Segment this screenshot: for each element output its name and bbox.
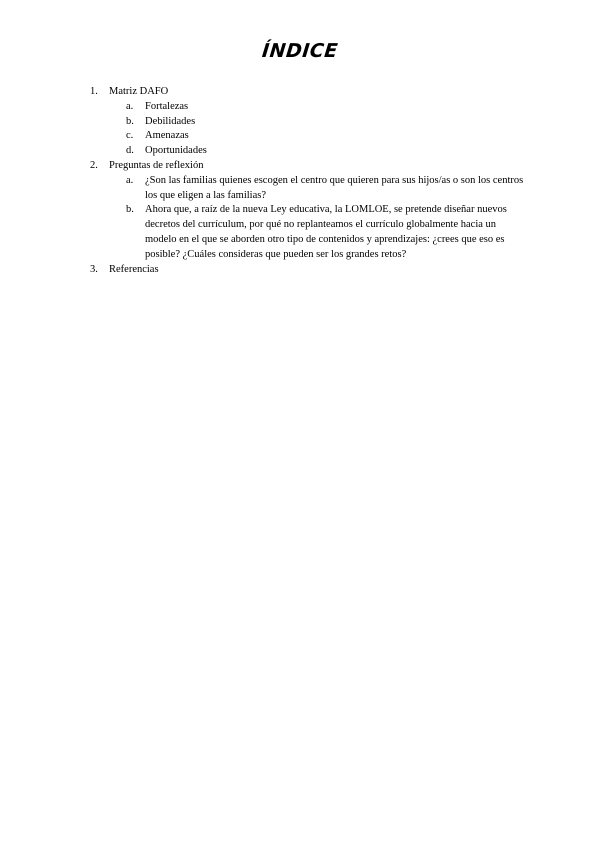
toc-subitem-label: Oportunidades [145, 145, 207, 157]
toc-subitem-label: Debilidades [145, 115, 196, 127]
toc-item-3 [90, 263, 530, 278]
toc-subitem-1b [90, 115, 530, 130]
toc-subitem-letter: d. [126, 145, 134, 157]
toc-subitem-letter: b. [126, 204, 134, 216]
toc-subitem-letter: b. [126, 115, 134, 127]
page-title: ÍNDICE [260, 40, 340, 62]
toc-subitem-1a [90, 100, 530, 115]
toc-item-label: Matriz DAFO [109, 86, 169, 97]
toc-item-label: Preguntas de reflexión [109, 159, 204, 171]
toc-subitem-letter: a. [126, 100, 134, 112]
toc-subitem-label: ¿Son las familias quienes escogen el centro que quieren para sus hijos/as o son los centros los que eligen a las familias? [145, 174, 524, 201]
table-of-contents [90, 85, 530, 277]
toc-item-number: 1. [90, 86, 98, 97]
toc-subitem-label: Fortalezas [145, 100, 189, 112]
toc-item-number: 3. [90, 263, 98, 275]
toc-subitem-2a [90, 174, 530, 204]
toc-item-1 [90, 85, 530, 100]
toc-subitem-1d [90, 144, 530, 159]
toc-subitem-label: Amenazas [145, 130, 189, 142]
toc-item-number: 2. [90, 159, 98, 171]
toc-subitem-2b [90, 203, 530, 262]
toc-item-label: Referencias [109, 263, 159, 275]
toc-subitem-label: Ahora que, a raíz de la nueva Ley educativa, la LOMLOE, se pretende diseñar nuevos decretos del currículum, por qué no replanteamos el currículo globalmente hacia un modelo en el que se aborden otro tipo de contenidos y aprendizajes: ¿crees que eso es posible? ¿Cuáles consideras que pueden ser los grandes retos? [145, 204, 507, 260]
toc-subitem-1c [90, 129, 530, 144]
toc-item-2 [90, 159, 530, 174]
toc-subitem-letter: c. [126, 130, 134, 142]
toc-subitem-letter: a. [126, 174, 134, 186]
